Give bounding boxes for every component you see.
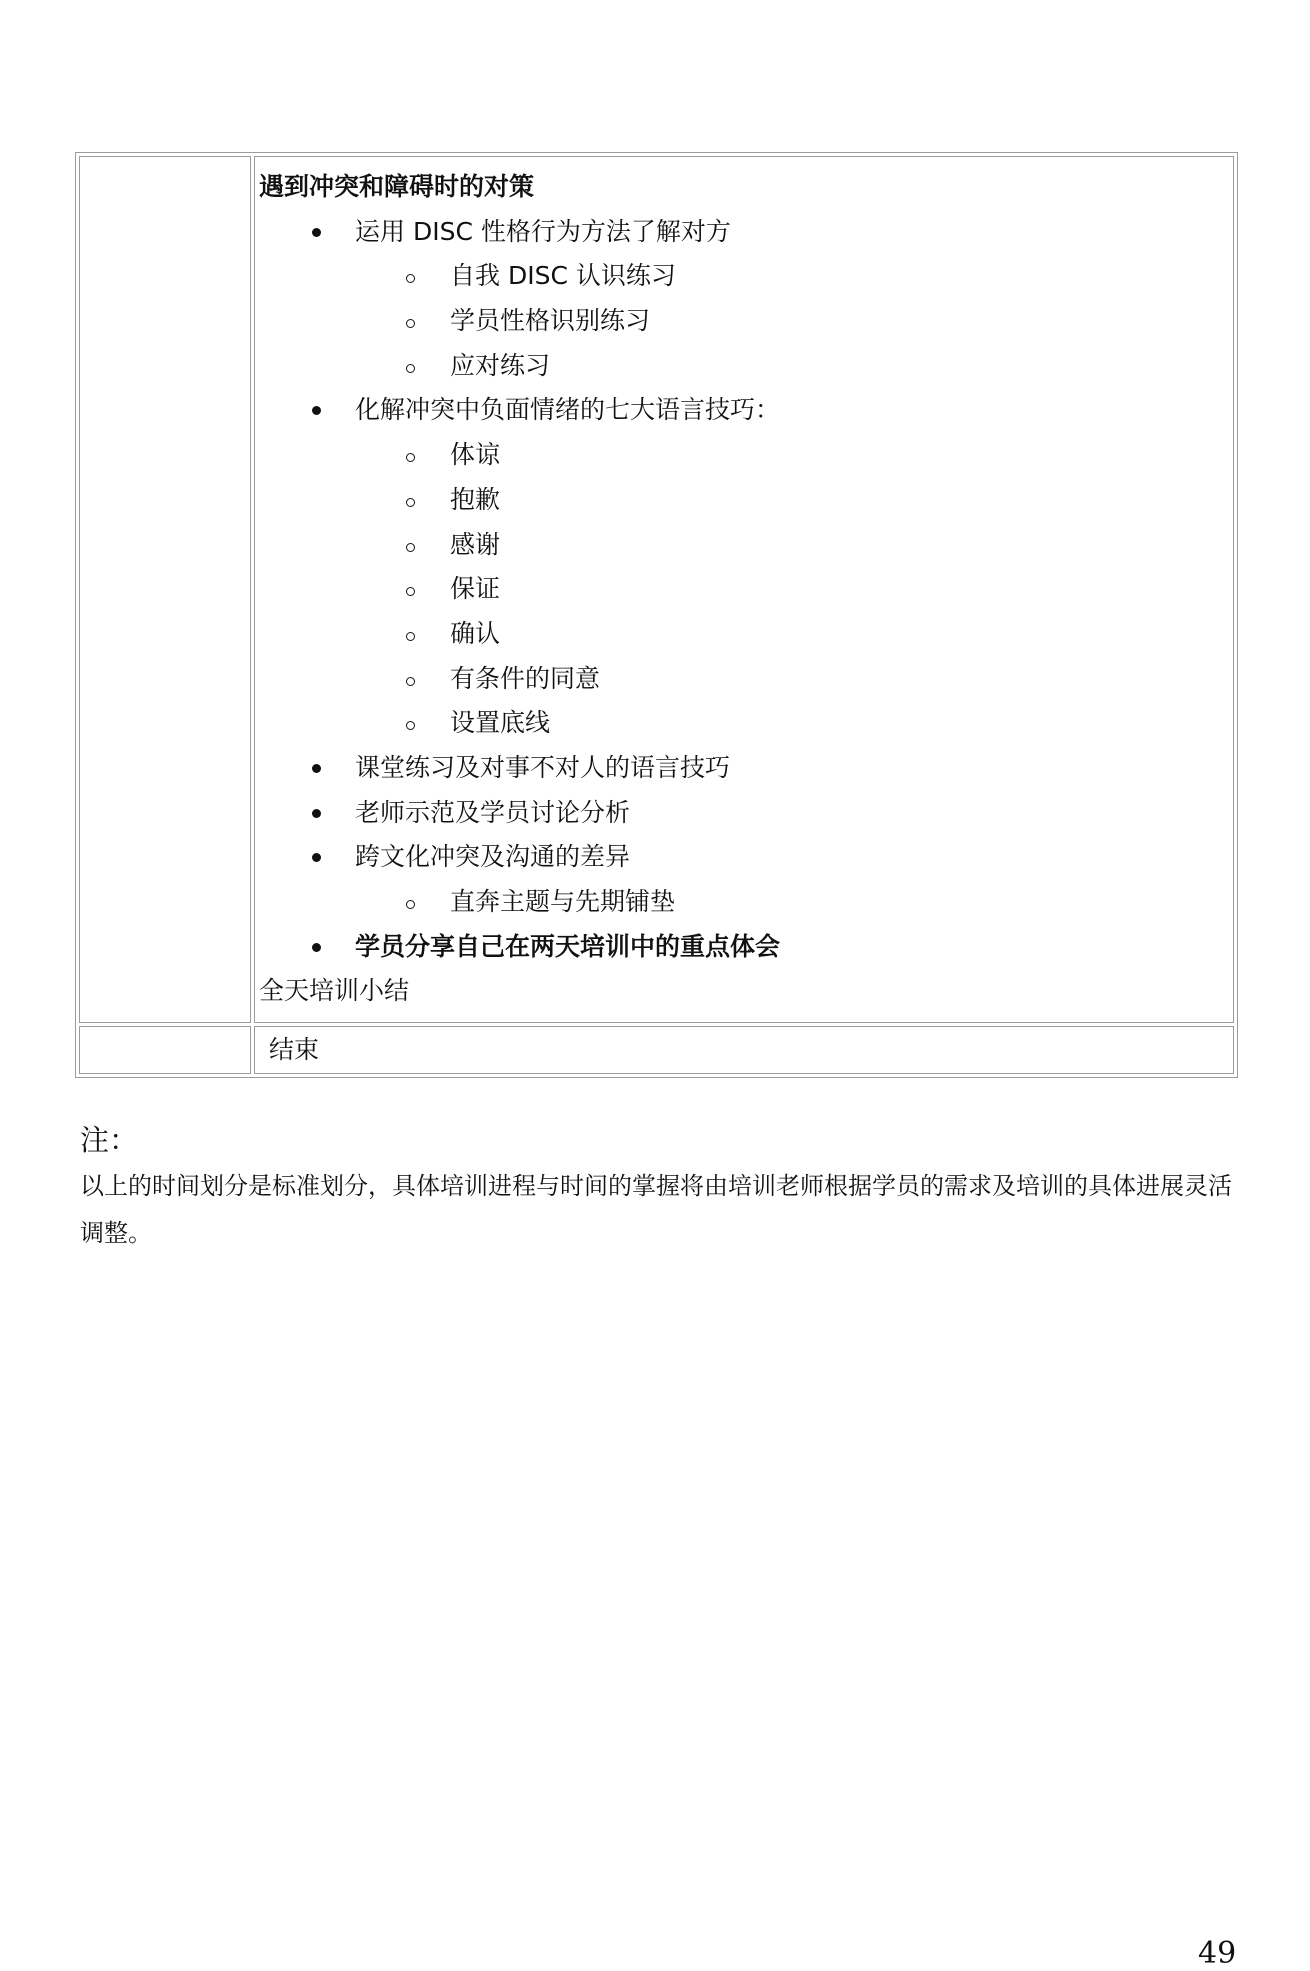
sub-item bbox=[259, 344, 1233, 389]
sub-item bbox=[259, 612, 1233, 657]
bullet-dot-icon bbox=[312, 406, 321, 415]
bullet-circle-icon bbox=[406, 319, 415, 328]
sub-item bbox=[259, 701, 1233, 746]
item-text: 化解冲突中负面情绪的七大语言技巧： bbox=[355, 395, 781, 425]
bullet-circle-icon bbox=[406, 274, 415, 283]
bullet-circle-icon bbox=[406, 721, 415, 730]
item-text: 感谢 bbox=[450, 529, 501, 559]
item-text: 学员分享自己在两天培训中的重点体会 bbox=[355, 931, 781, 961]
sub-item bbox=[259, 478, 1233, 523]
bullet-item bbox=[259, 210, 1233, 255]
bullet-circle-icon bbox=[406, 677, 415, 686]
item-text: 应对练习 bbox=[450, 350, 551, 380]
sub-item bbox=[259, 523, 1233, 568]
bullet-circle-icon bbox=[406, 453, 415, 462]
section-heading bbox=[259, 969, 1233, 1014]
item-text: 课堂练习及对事不对人的语言技巧 bbox=[355, 752, 731, 782]
bullet-item bbox=[259, 746, 1233, 791]
item-text: 保证 bbox=[450, 574, 501, 604]
bullet-dot-icon bbox=[312, 853, 321, 862]
bullet-dot-icon bbox=[312, 809, 321, 818]
item-text: 抱歉 bbox=[450, 484, 501, 514]
bullet-dot-icon bbox=[312, 764, 321, 773]
item-text: 直奔主题与先期铺垫 bbox=[450, 887, 676, 916]
item-text: 遇到冲突和障碍时的对策 bbox=[259, 172, 535, 201]
sub-item bbox=[259, 433, 1233, 478]
end-label: 结束 bbox=[269, 1034, 320, 1064]
bullet-circle-icon bbox=[406, 364, 415, 373]
sub-item bbox=[259, 254, 1233, 299]
schedule-table bbox=[75, 152, 1238, 1078]
item-text: 全天培训小结 bbox=[259, 976, 410, 1006]
item-text: 自我 DISC 认识练习 bbox=[450, 261, 676, 291]
bullet-item bbox=[259, 388, 1233, 433]
end-cell bbox=[254, 1026, 1234, 1074]
time-cell-empty bbox=[79, 1026, 251, 1074]
table-row bbox=[79, 156, 1234, 1023]
note-heading: 注： bbox=[80, 1123, 139, 1157]
bullet-dot-icon bbox=[312, 943, 321, 952]
bullet-circle-icon bbox=[406, 587, 415, 596]
sub-item bbox=[259, 299, 1233, 344]
item-text: 跨文化冲突及沟通的差异 bbox=[355, 842, 631, 872]
time-cell-empty bbox=[79, 156, 251, 1023]
sub-item bbox=[259, 657, 1233, 702]
item-text: 老师示范及学员讨论分析 bbox=[355, 797, 631, 827]
bullet-item bbox=[259, 791, 1233, 836]
item-text: 学员性格识别练习 bbox=[450, 306, 651, 336]
bullet-circle-icon bbox=[406, 632, 415, 641]
section-heading bbox=[259, 165, 1233, 210]
page-number: 49 bbox=[1198, 1936, 1237, 1971]
sub-item bbox=[259, 567, 1233, 612]
item-text: 运用 DISC 性格行为方法了解对方 bbox=[355, 216, 731, 246]
outline-list bbox=[259, 165, 1233, 1014]
bullet-circle-icon bbox=[406, 543, 415, 552]
item-text: 设置底线 bbox=[450, 708, 551, 738]
content-cell bbox=[254, 156, 1234, 1023]
note-body: 以上的时间划分是标准划分，具体培训进程与时间的掌握将由培训老师根据学员的需求及培训的具体进展灵活调整。 bbox=[80, 1172, 1232, 1247]
bullet-dot-icon bbox=[312, 228, 321, 237]
sub-item bbox=[259, 880, 1233, 925]
bullet-item bbox=[259, 925, 1233, 970]
bullet-circle-icon bbox=[406, 900, 415, 909]
bullet-circle-icon bbox=[406, 498, 415, 507]
table-row bbox=[79, 1026, 1234, 1074]
item-text: 确认 bbox=[450, 618, 501, 648]
item-text: 有条件的同意 bbox=[450, 663, 601, 693]
item-text: 体谅 bbox=[450, 440, 501, 470]
bullet-item bbox=[259, 835, 1233, 880]
